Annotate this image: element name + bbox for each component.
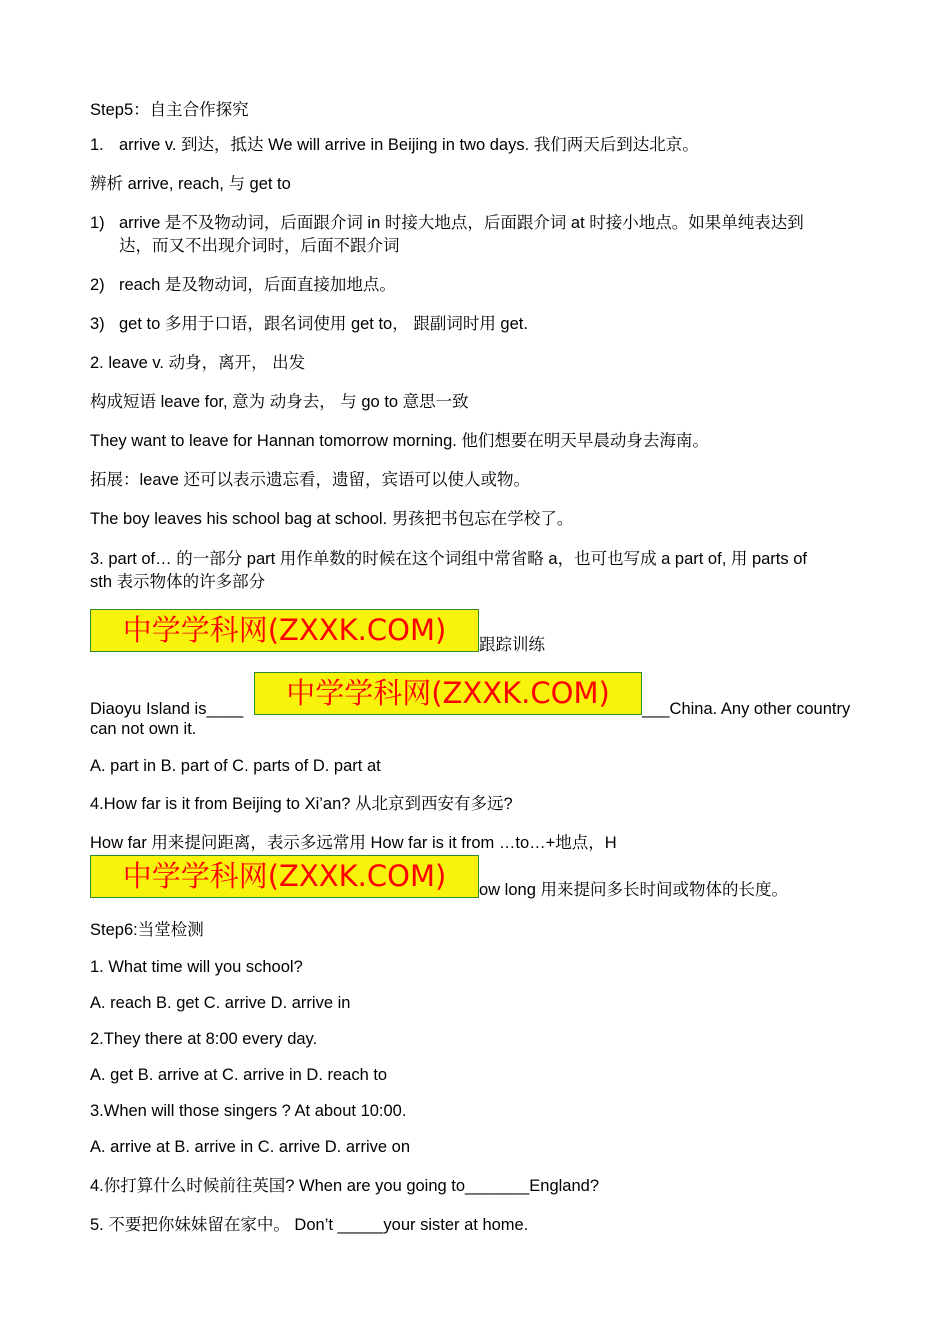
quiz-question-3: 3.When will those singers ? At about 10:00. xyxy=(90,1102,407,1120)
point-number: 3) xyxy=(90,315,105,333)
diaoyu-question-end: ___China. Any other country xyxy=(642,700,851,718)
point-text: get to 多用于口语，跟名词使用 get to， 跟副词时用 get. xyxy=(119,315,528,333)
point-2 xyxy=(90,274,396,296)
quiz-options-3: A. arrive at B. arrive in C. arrive D. arrive on xyxy=(90,1138,411,1156)
point-text: arrive 是不及物动词，后面跟介词 in 时接大地点，后面跟介词 at 时接小地点。如果单纯表达到 xyxy=(119,214,804,232)
quiz-question-1: 1. What time will you school? xyxy=(90,958,303,976)
quiz-question-2: 2.They there at 8:00 every day. xyxy=(90,1030,318,1048)
step6-title: Step6:当堂检测 xyxy=(90,921,204,939)
howfar-line-2: ow long 用来提问多长时间或物体的长度。 xyxy=(479,881,788,899)
howfar-title: 4.How far is it from Beijing to Xi’an? 从北京到西安有多远? xyxy=(90,795,513,813)
point-number: 2) xyxy=(90,276,105,294)
partof-line-1: 3. part of… 的一部分 part 用作单数的时候在这个词组中常省略 a，也可也写成 a part of, 用 parts of xyxy=(90,550,807,568)
diaoyu-question-continued: can not own it. xyxy=(90,720,197,738)
quiz-question-4: 4.你打算什么时候前往英国? When are you going to_______England? xyxy=(90,1177,600,1195)
watermark-banner: 中学学科网(ZXXK.COM) xyxy=(90,855,479,898)
point-1-continued: 达，而又不出现介词时，后面不跟介词 xyxy=(119,237,400,255)
leave-extension: 拓展：leave 还可以表示遗忘看，遗留，宾语可以使人或物。 xyxy=(90,471,531,489)
track-training-label: 跟踪训练 xyxy=(479,636,545,654)
leave-phrase: 构成短语 leave for, 意为 动身去， 与 go to 意思一致 xyxy=(90,393,469,411)
point-number: 1) xyxy=(90,214,105,232)
leave-extension-example: The boy leaves his school bag at school. 男孩把书包忘在学校了。 xyxy=(90,510,574,528)
item-arrive xyxy=(90,134,699,156)
point-text: reach 是及物动词，后面直接加地点。 xyxy=(119,276,396,294)
quiz-question-5: 5. 不要把你妹妹留在家中。 Don’t _____your sister at home. xyxy=(90,1216,529,1234)
watermark-banner: 中学学科网(ZXXK.COM) xyxy=(90,609,479,652)
quiz-options-2: A. get B. arrive at C. arrive in D. reach to xyxy=(90,1066,388,1084)
item-number: 1. xyxy=(90,136,104,154)
diaoyu-options: A. part in B. part of C. parts of D. part at xyxy=(90,757,381,775)
leave-example: They want to leave for Hannan tomorrow morning. 他们想要在明天早晨动身去海南。 xyxy=(90,432,709,450)
diaoyu-question-start: Diaoyu Island is____ xyxy=(90,700,244,718)
step5-title: Step5：自主合作探究 xyxy=(90,101,249,119)
item-text: arrive v. 到达，抵达 We will arrive in Beijing in two days. 我们两天后到达北京。 xyxy=(119,136,699,154)
howfar-line-1: How far 用来提问距离，表示多远常用 How far is it from …to…+地点，H xyxy=(90,834,617,852)
quiz-options-1: A. reach B. get C. arrive D. arrive in xyxy=(90,994,351,1012)
watermark-banner: 中学学科网(ZXXK.COM) xyxy=(254,672,642,715)
point-3 xyxy=(90,313,528,335)
leave-title: 2. leave v. 动身，离开， 出发 xyxy=(90,354,306,372)
analysis-heading: 辨析 arrive, reach, 与 get to xyxy=(90,175,291,193)
point-1 xyxy=(90,212,804,234)
partof-line-2: sth 表示物体的许多部分 xyxy=(90,573,266,591)
